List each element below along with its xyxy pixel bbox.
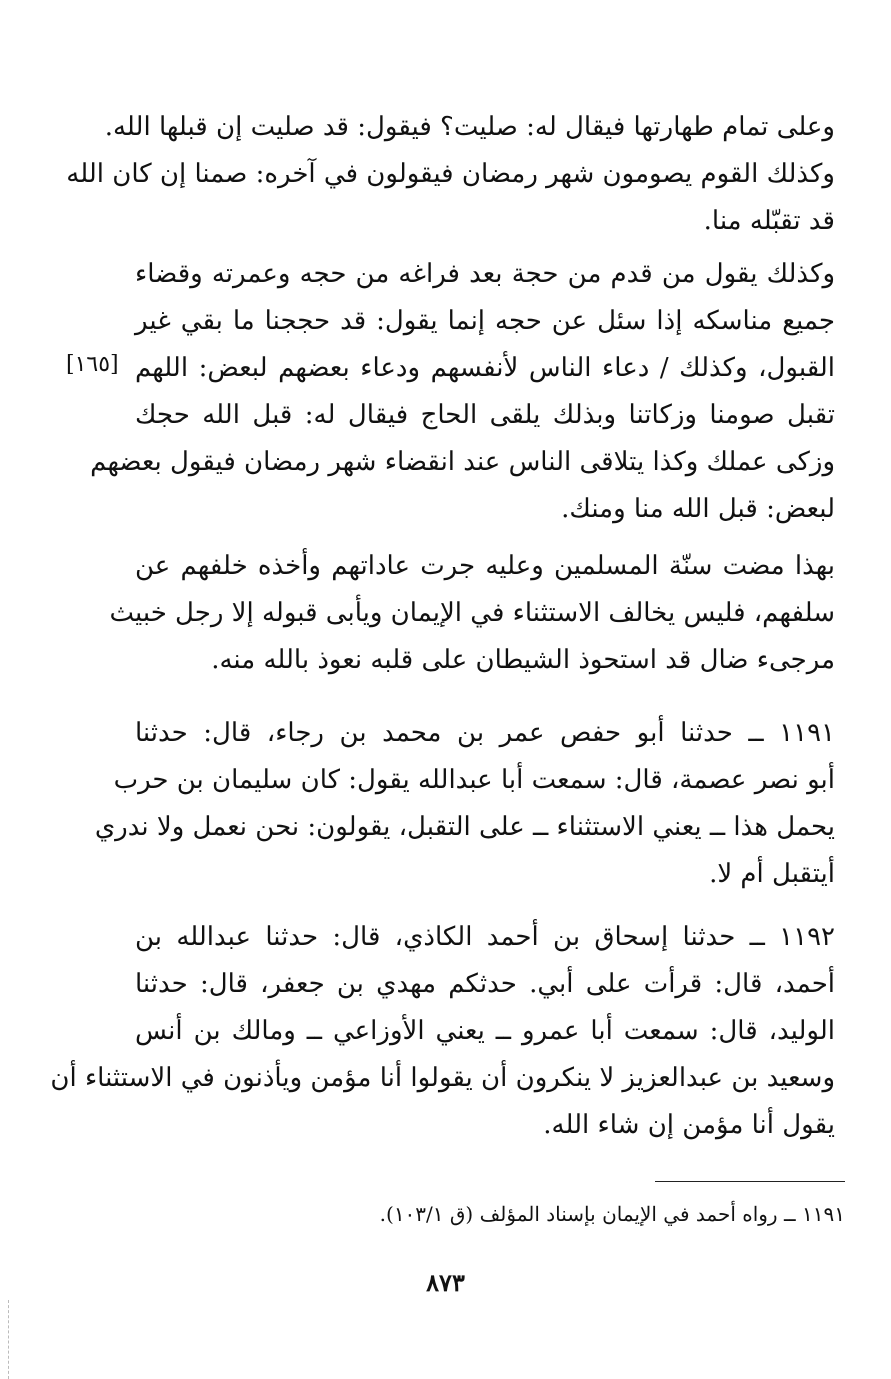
text-line: وسعيد بن عبدالعزيز لا ينكرون أن يقولوا أنا مؤمن ويأذنون في الاستثناء أن [50, 1063, 835, 1093]
text-line: يحمل هذا ــ يعني الاستثناء ــ على التقبل، يقولون: نحن نعمل ولا ندري [94, 812, 835, 842]
text-line: وعلى تمام طهارتها فيقال له: صليت؟ فيقول: قد صليت إن قبلها الله. [104, 112, 835, 142]
text-line: سلفهم، فليس يخالف الاستثناء في الإيمان ويأبى قبوله إلا رجل خبيث [109, 598, 835, 628]
text-line: الوليد، قال: سمعت أبا عمرو ــ يعني الأوزاعي ــ ومالك بن أنس [135, 1016, 835, 1046]
page-number: ٨٧٣ [426, 1268, 465, 1297]
text-line: قد تقبّله منا. [703, 206, 835, 236]
manuscript-page-reference: [١٦٥] [66, 352, 119, 377]
text-line: وزكى عملك وكذا يتلاقى الناس عند انقضاء شهر رمضان فيقول بعضهم [90, 447, 835, 477]
text-line: وكذلك القوم يصومون شهر رمضان فيقولون في آخره: صمنا إن كان الله [66, 159, 835, 189]
text-line: ١١٩١ ــ حدثنا أبو حفص عمر بن محمد بن رجاء، قال: حدثنا [135, 718, 835, 748]
text-line: تقبل صومنا وزكاتنا وبذلك يلقى الحاج فيقال له: قبل الله حجك [135, 400, 835, 430]
text-line: يقول أنا مؤمن إن شاء الله. [543, 1110, 835, 1140]
scan-margin-mark [8, 1300, 9, 1379]
paragraph-3 [109, 543, 835, 684]
text-line: بهذا مضت سنّة المسلمين وعليه جرت عاداتهم وأخذه خلفهم عن [135, 551, 835, 581]
footnote-divider [655, 1181, 845, 1182]
text-line: أحمد، قال: قرأت على أبي. حدثكم مهدي بن جعفر، قال: حدثنا [135, 969, 835, 999]
text-line: ١١٩٢ ــ حدثنا إسحاق بن أحمد الكاذي، قال: حدثنا عبدالله بن [135, 922, 835, 952]
footnote: ١١٩١ ــ رواه أحمد في الإيمان بإسناد المؤلف (ق ١٠٣/١). [379, 1202, 845, 1226]
paragraph-1 [66, 104, 835, 245]
hadith-1191 [94, 710, 835, 898]
text-line: أبو نصر عصمة، قال: سمعت أبا عبدالله يقول: كان سليمان بن حرب [113, 765, 835, 795]
text-line: لبعض: قبل الله منا ومنك. [561, 494, 835, 524]
text-line: جميع مناسكه إذا سئل عن حجه إنما يقول: قد حججنا ما بقي غير [135, 306, 835, 336]
text-line: وكذلك يقول من قدم من حجة بعد فراغه من حجه وعمرته وقضاء [135, 259, 835, 289]
text-line: مرجىء ضال قد استحوذ الشيطان على قلبه نعوذ بالله منه. [211, 645, 835, 675]
text-line: القبول، وكذلك / دعاء الناس لأنفسهم ودعاء بعضهم لبعض: اللهم [135, 353, 835, 383]
hadith-1192 [50, 914, 835, 1149]
text-line: أيتقبل أم لا. [709, 859, 835, 889]
